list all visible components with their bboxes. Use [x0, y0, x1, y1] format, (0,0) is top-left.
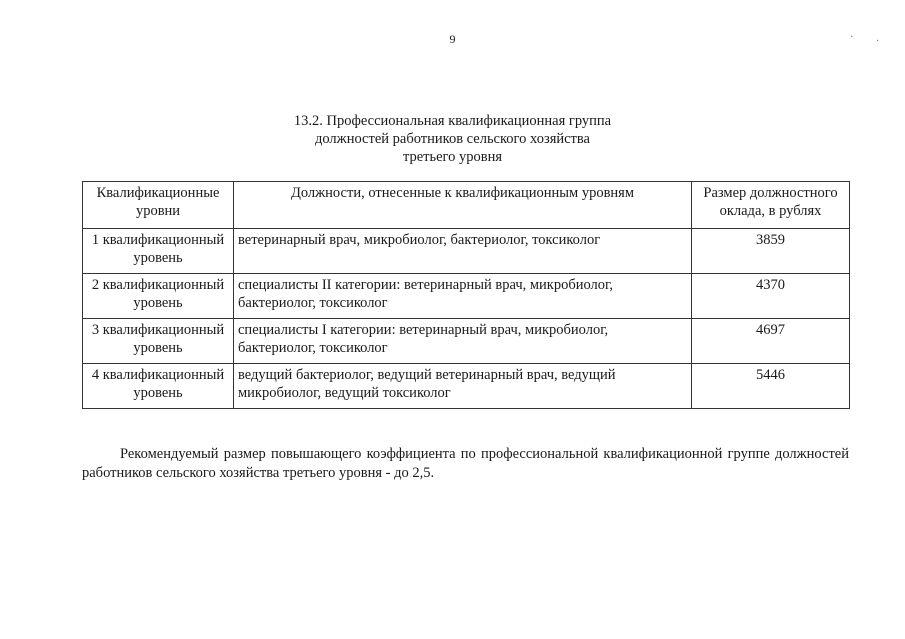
header-level: Квалификационные уровни [83, 182, 234, 229]
coefficient-note: Рекомендуемый размер повышающего коэффициента по профессиональной квалификационной группе должностей работников сельского хозяйства третьего уровня - до 2,5. [82, 445, 849, 481]
row-salary: 3859 [692, 229, 850, 274]
table-header-row [83, 182, 850, 229]
heading-line-3: третьего уровня [402, 149, 503, 165]
row-positions: специалисты II категории: ветеринарный врач, микробиолог, бактериолог, токсиколог [234, 274, 692, 319]
row-positions: ветеринарный врач, микробиолог, бактериолог, токсиколог [234, 229, 692, 274]
row-salary: 4697 [692, 319, 850, 364]
table-row [83, 319, 850, 364]
header-salary: Размер должностного оклада, в рублях [692, 182, 850, 229]
page-number: 9 [449, 32, 456, 46]
row-level: 2 квалификационный уровень [83, 274, 234, 319]
scan-speck: · [850, 32, 854, 43]
scan-speck: · [876, 36, 880, 47]
row-level: 3 квалификационный уровень [83, 319, 234, 364]
row-salary: 5446 [692, 364, 850, 409]
section-heading [0, 112, 905, 166]
row-positions: ведущий бактериолог, ведущий ветеринарный врач, ведущий микробиолог, ведущий токсиколог [234, 364, 692, 409]
table-row [83, 364, 850, 409]
row-level: 1 квалификационный уровень [83, 229, 234, 274]
row-salary: 4370 [692, 274, 850, 319]
row-positions: специалисты I категории: ветеринарный врач, микробиолог, бактериолог, токсиколог [234, 319, 692, 364]
header-positions: Должности, отнесенные к квалификационным уровням [234, 182, 692, 229]
salary-table [82, 181, 850, 409]
table-row [83, 274, 850, 319]
heading-line-2: должностей работников сельского хозяйства [315, 131, 590, 147]
table-row [83, 229, 850, 274]
row-level: 4 квалификационный уровень [83, 364, 234, 409]
heading-line-1: 13.2. Профессиональная квалификационная группа [293, 113, 612, 129]
